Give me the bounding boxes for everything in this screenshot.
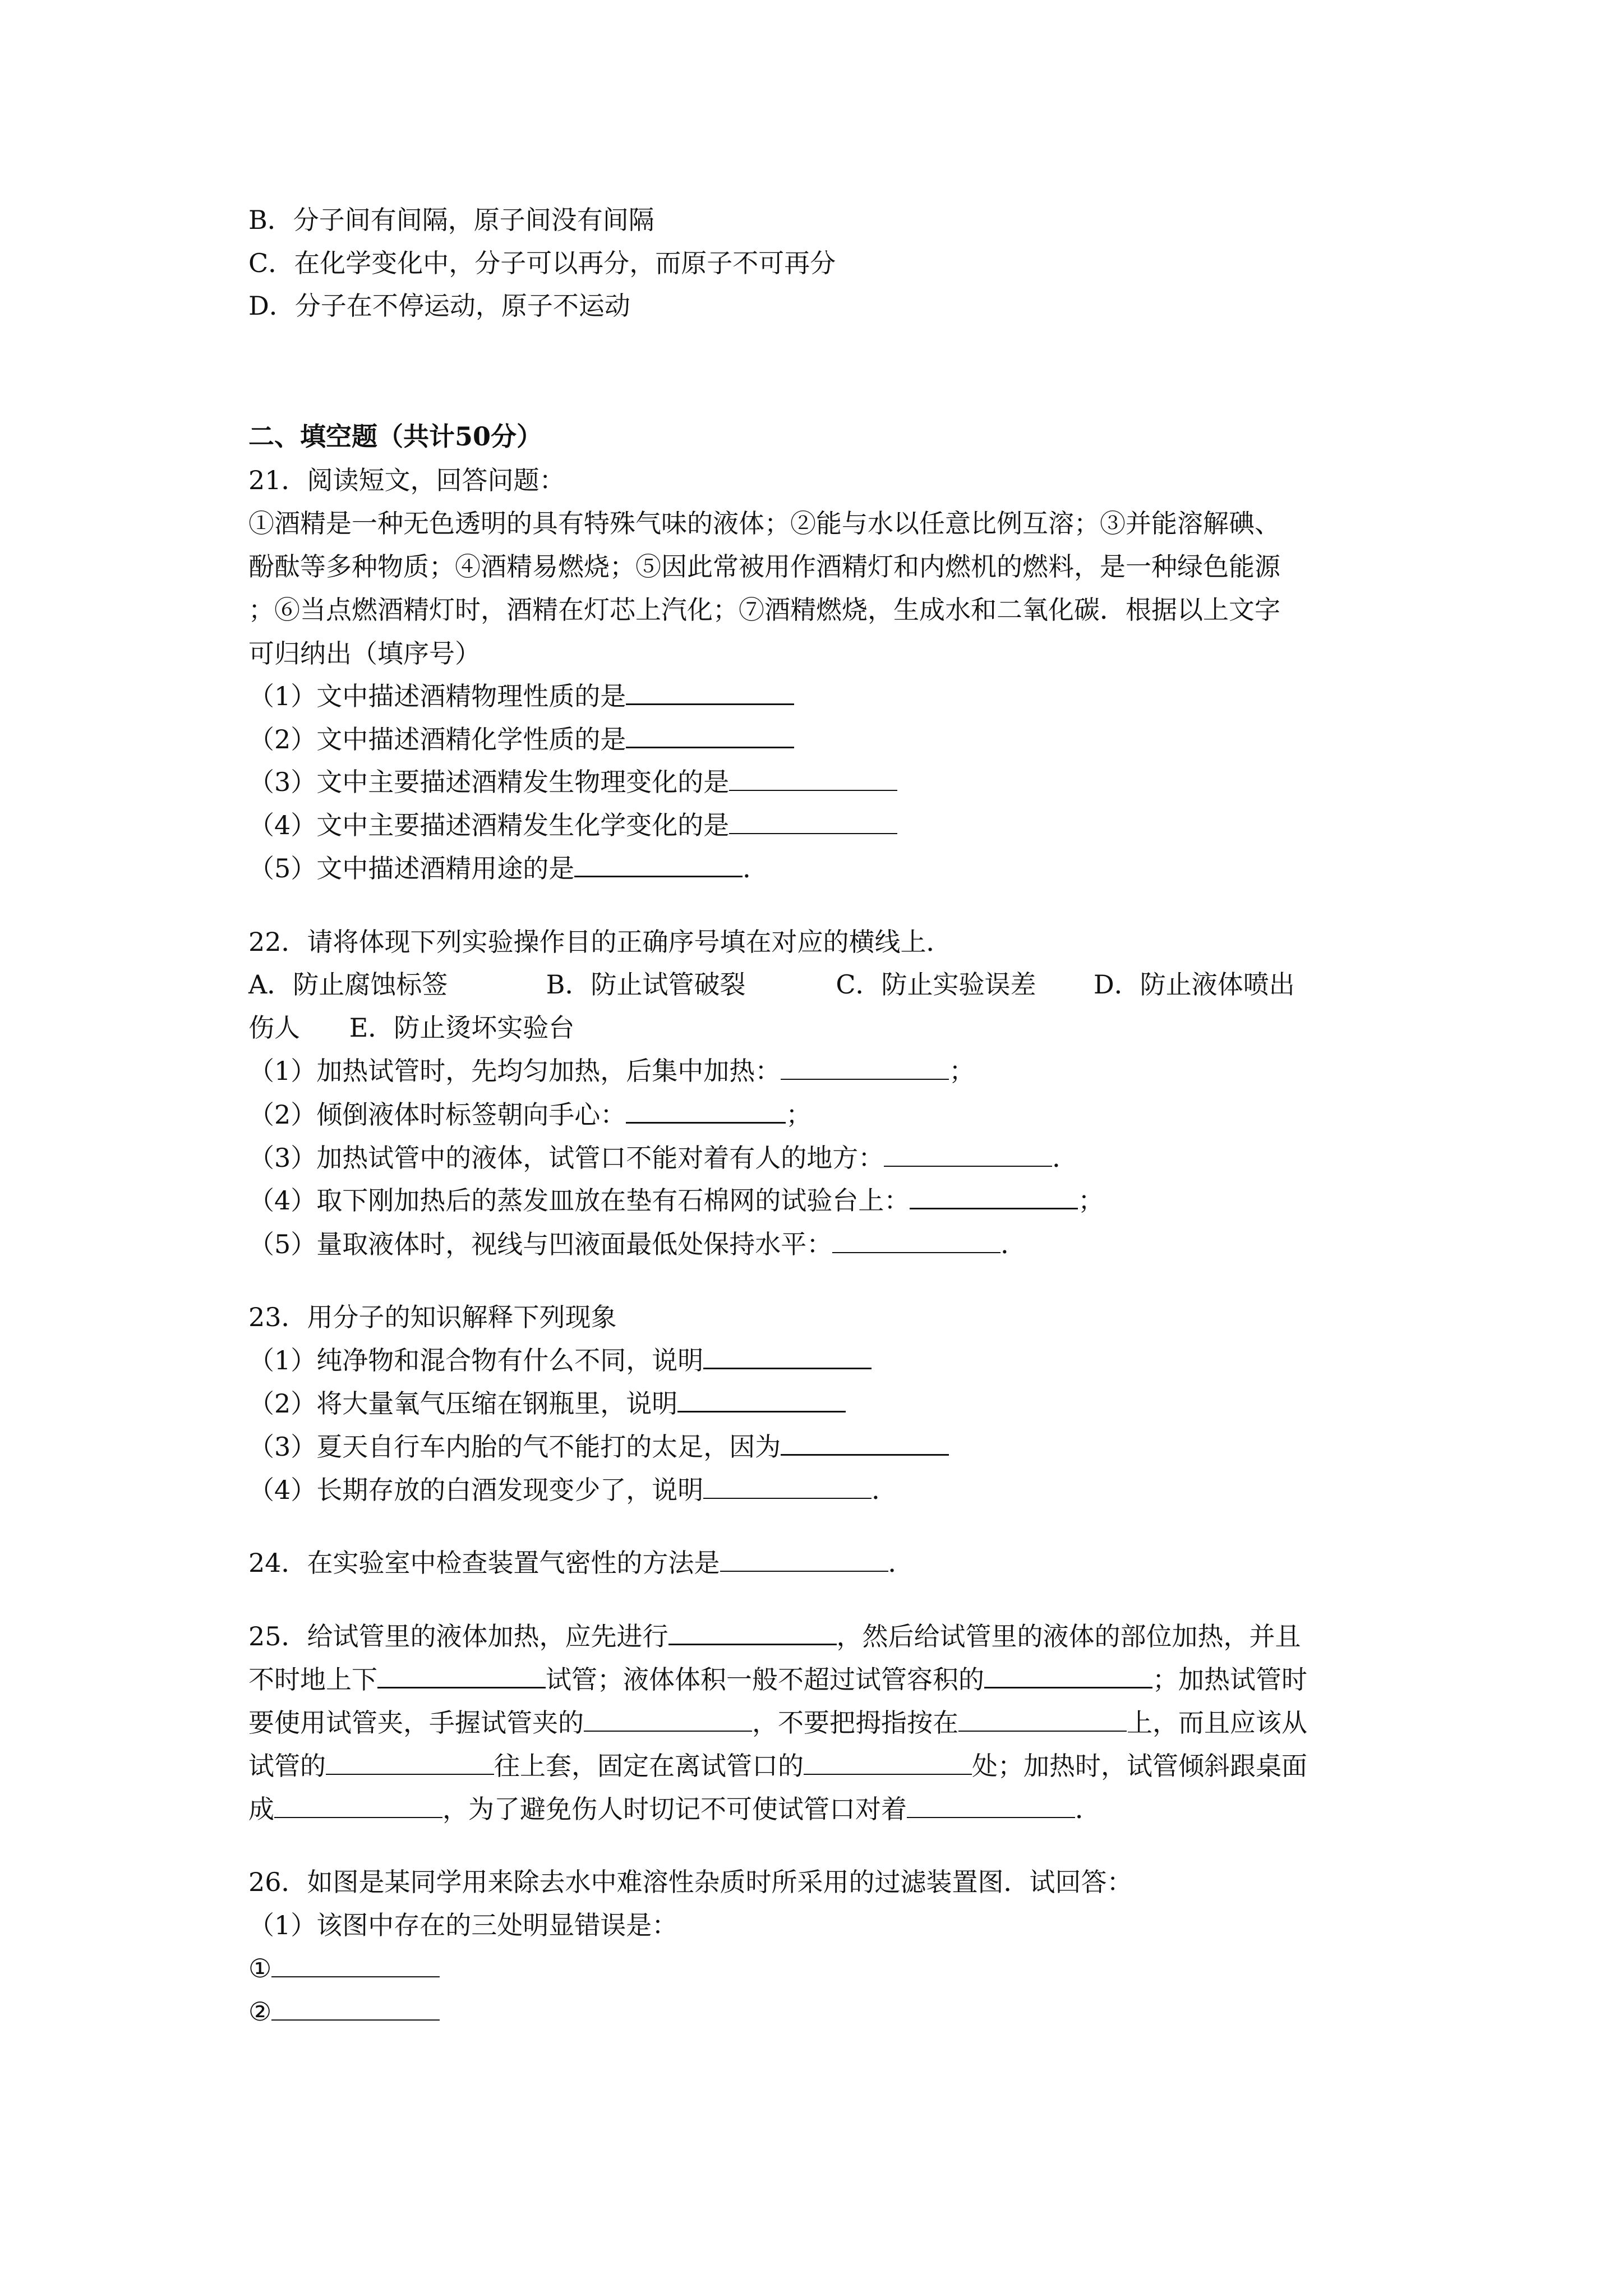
q25-text: ，为了避免伤人时切记不可使试管口对着	[442, 1794, 907, 1824]
q21-subq-4	[248, 808, 897, 842]
answer-blank[interactable]	[703, 1345, 872, 1369]
q23-subq-1	[248, 1343, 872, 1377]
punctuation: ．	[888, 1548, 914, 1578]
answer-blank[interactable]	[271, 1997, 440, 2021]
answer-blank[interactable]	[626, 1099, 786, 1124]
q21-subq-4-text: （4）文中主要描述酒精发生化学变化的是	[248, 810, 730, 840]
q26-subq-1: （1）该图中存在的三处明显错误是：	[248, 1910, 678, 1940]
q26-error-1-label: ①	[248, 1953, 272, 1984]
section-title: 二、填空题（共计50分）	[248, 421, 543, 452]
punctuation: ；	[949, 1056, 975, 1086]
answer-blank[interactable]	[804, 1751, 972, 1775]
answer-blank[interactable]	[626, 681, 794, 705]
q22-subq-4	[248, 1184, 1104, 1217]
punctuation: ．	[872, 1475, 898, 1505]
q26-error-2	[248, 1995, 440, 2028]
q25-text: ，然后给试管里的液体的部位加热，并且	[836, 1621, 1301, 1651]
punctuation: ；	[1078, 1185, 1104, 1216]
q21-subq-5-text: （5）文中描述酒精用途的是	[248, 853, 575, 884]
answer-blank[interactable]	[984, 1664, 1152, 1688]
q25-text: 要使用试管夹，手握试管夹的	[248, 1708, 584, 1738]
q21-subq-5	[248, 852, 768, 885]
q24-stem-text: 24．在实验室中检查装置气密性的方法是	[248, 1548, 720, 1578]
answer-blank[interactable]	[377, 1664, 546, 1688]
answer-blank[interactable]	[907, 1795, 1075, 1818]
q21-subq-3	[248, 765, 897, 799]
answer-blank[interactable]	[781, 1432, 949, 1456]
q24-stem	[248, 1546, 914, 1580]
answer-blank[interactable]	[910, 1185, 1078, 1209]
punctuation: ；	[786, 1099, 812, 1130]
q26-error-2-label: ②	[248, 1996, 272, 2027]
q21-passage-line-4: 可归纳出（填序号）	[248, 638, 481, 669]
answer-blank[interactable]	[703, 1475, 872, 1499]
q21-stem: 21．阅读短文，回答问题：	[248, 465, 565, 495]
q21-subq-1-text: （1）文中描述酒精物理性质的是	[248, 681, 626, 711]
q25-text: 处；加热时，试管倾斜跟桌面	[972, 1751, 1307, 1781]
q22-subq-3	[248, 1141, 1078, 1175]
q21-passage-line-3: ；⑥当点燃酒精灯时，酒精在灯芯上汽化；⑦酒精燃烧，生成水和二氧化碳．根据以上文字	[248, 595, 1280, 625]
q22-subq-1-text: （1）加热试管时，先均匀加热，后集中加热：	[248, 1056, 781, 1086]
answer-blank[interactable]	[271, 1954, 440, 1977]
q23-subq-2-text: （2）将大量氧气压缩在钢瓶里，说明	[248, 1388, 678, 1419]
q25-line-1	[248, 1619, 1301, 1653]
answer-blank[interactable]	[884, 1143, 1052, 1167]
q23-stem: 23．用分子的知识解释下列现象	[248, 1302, 617, 1332]
q25-text: ，不要把拇指按在	[752, 1708, 958, 1738]
q25-text: 上，而且应该从	[1127, 1708, 1307, 1738]
q25-line-5	[248, 1792, 1101, 1826]
q25-text: 试管；液体体积一般不超过试管容积的	[546, 1664, 984, 1695]
q25-text: 往上套，固定在离试管口的	[494, 1751, 804, 1781]
answer-blank[interactable]	[626, 724, 794, 748]
punctuation: ．	[1075, 1794, 1101, 1824]
q21-subq-2	[248, 723, 794, 756]
q23-subq-3	[248, 1430, 949, 1464]
q20-option-d: D．分子在不停运动，原子不运动	[248, 291, 630, 321]
answer-blank[interactable]	[781, 1056, 949, 1080]
answer-blank[interactable]	[668, 1621, 837, 1645]
punctuation: ．	[743, 853, 769, 884]
q25-text: 试管的	[248, 1751, 326, 1781]
answer-blank[interactable]	[584, 1708, 752, 1732]
q26-stem: 26．如图是某同学用来除去水中难溶性杂质时所采用的过滤装置图．试回答：	[248, 1867, 1133, 1897]
q22-subq-2-text: （2）倾倒液体时标签朝向手心：	[248, 1099, 626, 1130]
q23-subq-1-text: （1）纯净物和混合物有什么不同，说明	[248, 1345, 704, 1375]
q25-line-2	[248, 1663, 1307, 1696]
answer-blank[interactable]	[574, 853, 743, 877]
punctuation: ．	[1000, 1229, 1027, 1259]
q23-subq-2	[248, 1387, 846, 1420]
q22-options-line-2: 伤人 E．防止烫坏实验台	[248, 1013, 575, 1043]
answer-blank[interactable]	[274, 1795, 442, 1818]
q25-text: ；加热试管时	[1152, 1664, 1307, 1695]
q25-line-3	[248, 1706, 1307, 1740]
q22-options-line-1: A．防止腐蚀标签 B．防止试管破裂 C．防止实验误差 D．防止液体喷出	[248, 969, 1295, 1000]
q25-text: 成	[248, 1794, 274, 1824]
q21-passage-line-1: ①酒精是一种无色透明的具有特殊气味的液体；②能与水以任意比例互溶；③并能溶解碘、	[248, 508, 1280, 539]
answer-blank[interactable]	[677, 1388, 846, 1412]
q22-subq-5-text: （5）量取液体时，视线与凹液面最低处保持水平：	[248, 1229, 833, 1259]
q25-text: 不时地上下	[248, 1664, 377, 1695]
answer-blank[interactable]	[729, 767, 897, 791]
q21-subq-3-text: （3）文中主要描述酒精发生物理变化的是	[248, 767, 730, 797]
q22-subq-3-text: （3）加热试管中的液体，试管口不能对着有人的地方：	[248, 1143, 884, 1173]
q21-subq-2-text: （2）文中描述酒精化学性质的是	[248, 724, 626, 754]
q22-subq-1	[248, 1054, 975, 1088]
q23-subq-4	[248, 1473, 897, 1507]
answer-blank[interactable]	[720, 1548, 888, 1572]
q23-subq-4-text: （4）长期存放的白酒发现变少了，说明	[248, 1475, 704, 1505]
q21-passage-line-2: 酚酞等多种物质；④酒精易燃烧；⑤因此常被用作酒精灯和内燃机的燃料，是一种绿色能源	[248, 551, 1280, 582]
q26-error-1	[248, 1952, 440, 1985]
q25-text: 25．给试管里的液体加热，应先进行	[248, 1621, 668, 1651]
q25-line-4	[248, 1749, 1307, 1783]
q21-subq-1	[248, 679, 794, 713]
q20-option-b: B．分子间有间隔，原子间没有间隔	[248, 205, 654, 235]
q22-subq-2	[248, 1098, 811, 1131]
q22-subq-4-text: （4）取下刚加热后的蒸发皿放在垫有石棉网的试验台上：	[248, 1185, 910, 1216]
q22-subq-5	[248, 1227, 1026, 1261]
answer-blank[interactable]	[958, 1708, 1127, 1732]
answer-blank[interactable]	[729, 811, 897, 834]
answer-blank[interactable]	[832, 1230, 1000, 1253]
answer-blank[interactable]	[326, 1751, 494, 1775]
punctuation: ．	[1052, 1143, 1078, 1173]
q22-stem: 22．请将体现下列实验操作目的正确序号填在对应的横线上．	[248, 927, 952, 957]
q20-option-c: C．在化学变化中，分子可以再分，而原子不可再分	[248, 248, 836, 278]
q23-subq-3-text: （3）夏天自行车内胎的气不能打的太足，因为	[248, 1432, 781, 1462]
